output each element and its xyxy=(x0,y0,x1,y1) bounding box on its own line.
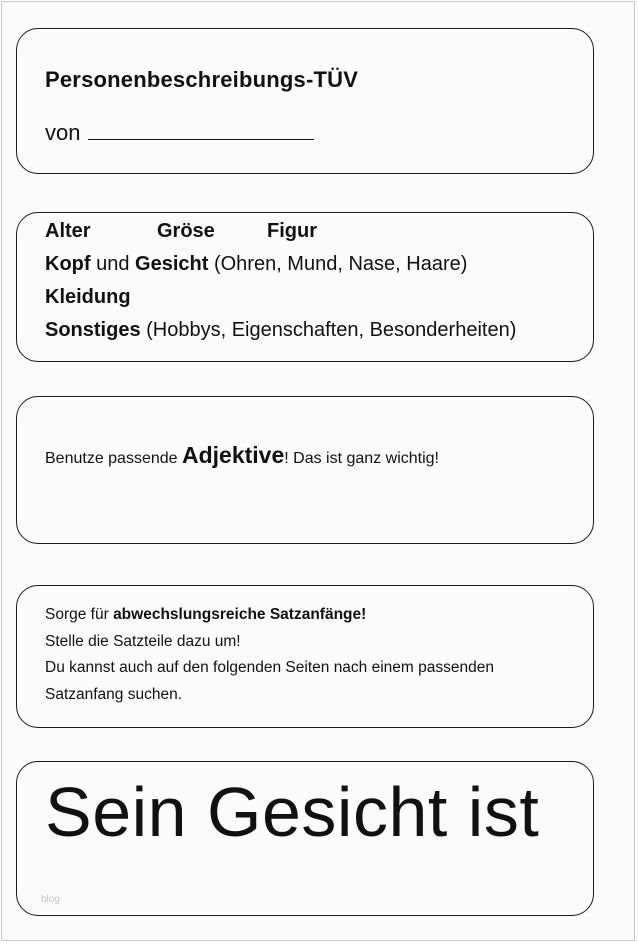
criterion-alter: Alter xyxy=(45,220,91,242)
sentence-starter-box xyxy=(16,761,594,916)
watermark-text: blog xyxy=(41,894,60,905)
sentence-starter-heading: Sein Gesicht ist xyxy=(45,773,540,851)
criteria-row-sonstiges xyxy=(45,319,516,342)
worksheet-page xyxy=(1,1,635,941)
adjective-highlight: Adjektive xyxy=(182,442,285,468)
adjective-tip-suffix: ! Das ist ganz wichtig! xyxy=(284,450,439,467)
worksheet-title: Personenbeschreibungs-TÜV xyxy=(45,67,359,92)
criteria-row-basics xyxy=(45,220,317,243)
criterion-gesicht-details: (Ohren, Mund, Nase, Haare) xyxy=(208,253,468,275)
criterion-kleidung: Kleidung xyxy=(45,286,131,308)
sentence-start-tips xyxy=(45,602,494,708)
tip-line-3: Du kannst auch auf den folgenden Seiten nach einem passenden xyxy=(45,659,494,676)
adjective-tip-box xyxy=(16,396,594,544)
criterion-sonstiges: Sonstiges xyxy=(45,319,141,341)
criterion-kopf: Kopf xyxy=(45,253,91,275)
tip-line-4: Satzanfang suchen. xyxy=(45,685,183,703)
criteria-row-kleidung xyxy=(45,286,131,309)
adjective-tip-prefix: Benutze passende xyxy=(45,450,182,467)
name-blank-line xyxy=(88,121,314,140)
tip-line-1-prefix: Sorge für xyxy=(45,606,114,623)
tip-line-2: Stelle die Satzteile dazu um! xyxy=(45,632,241,650)
title-box xyxy=(16,28,594,174)
sentence-start-tip-box xyxy=(16,585,594,728)
criterion-figur: Figur xyxy=(267,220,317,242)
criterion-groese: Gröse xyxy=(157,220,215,242)
criteria-row-kopf xyxy=(45,253,467,276)
von-label: von xyxy=(45,120,81,145)
adjective-tip xyxy=(45,442,439,469)
criterion-und: und xyxy=(90,253,136,275)
tip-line-1-bold: abwechslungsreiche Satzanfänge! xyxy=(113,606,367,623)
tip-line-1 xyxy=(45,602,494,629)
criteria-box xyxy=(16,212,594,362)
criterion-sonstiges-details: (Hobbys, Eigenschaften, Besonderheiten) xyxy=(140,319,517,341)
author-line xyxy=(45,120,314,146)
criterion-gesicht: Gesicht xyxy=(135,253,209,275)
